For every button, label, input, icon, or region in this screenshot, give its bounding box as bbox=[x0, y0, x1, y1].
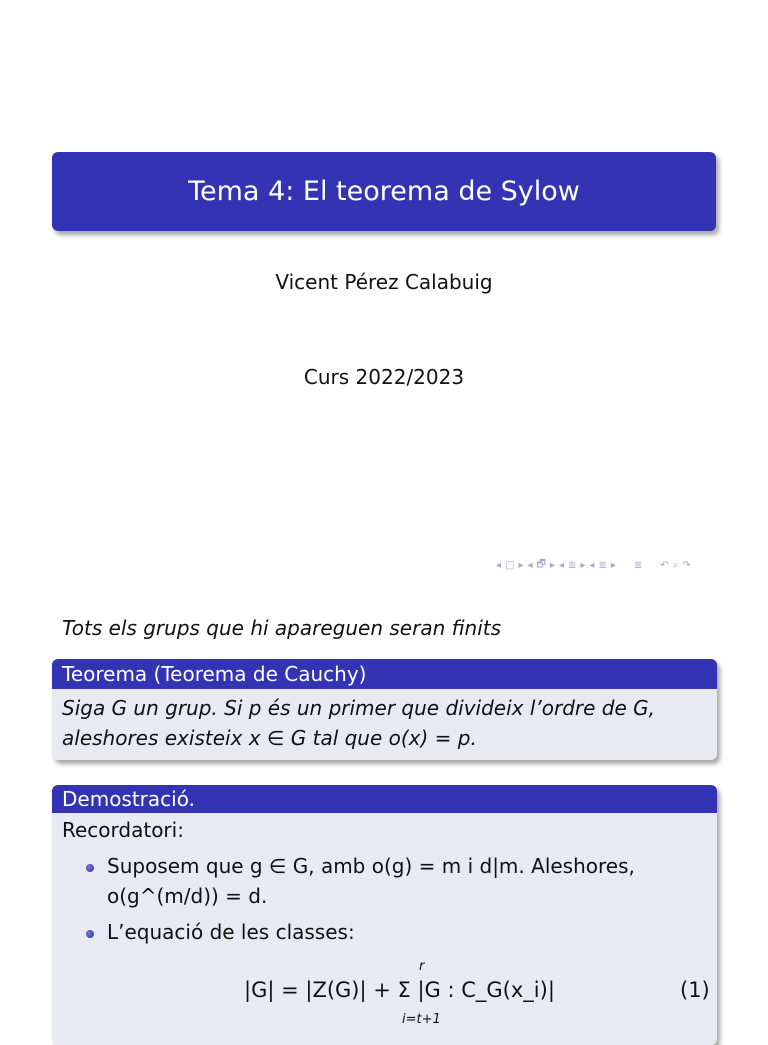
theorem-line-1: Siga G un grup. Si p és un primer que divideix l’ordre de G, bbox=[62, 696, 656, 720]
course-date: Curs 2022/2023 bbox=[303, 365, 465, 389]
equation-text: |G| = |Z(G)| + Σ |G : C_G(x_i)| bbox=[244, 978, 555, 1002]
section-left-icon[interactable]: ◂ bbox=[527, 560, 533, 571]
proof-body bbox=[52, 813, 717, 1045]
list-item bbox=[86, 851, 707, 911]
sum-upper-limit: r bbox=[419, 959, 425, 974]
subsubsection-icon[interactable]: ≣ bbox=[598, 560, 607, 571]
theorem-line-2: aleshores existeix x ∈ G tal que o(x) = p. bbox=[62, 726, 477, 750]
undo-icon[interactable]: ↶ bbox=[660, 560, 669, 571]
section-icon[interactable]: 🗗 bbox=[536, 559, 546, 570]
search-icon[interactable]: ⌕ bbox=[672, 560, 679, 571]
bullet-2-text: L’equació de les classes: bbox=[107, 920, 355, 944]
nav-left-icon[interactable]: ◂ bbox=[496, 560, 502, 571]
theorem-title: Teorema (Teorema de Cauchy) bbox=[52, 659, 717, 689]
bullet-1-line-2: o(g^(m/d)) = d. bbox=[107, 884, 268, 908]
theorem-body bbox=[52, 689, 717, 760]
presentation-title: Tema 4: El teorema de Sylow bbox=[52, 152, 716, 231]
subsubsection-right-icon[interactable]: ▸ bbox=[610, 560, 616, 571]
subsubsection-left-icon[interactable]: ◂ bbox=[589, 560, 595, 571]
frame-icon[interactable]: □ bbox=[505, 560, 515, 571]
equation-number: (1) bbox=[680, 978, 710, 1002]
beamer-navigation bbox=[496, 557, 691, 574]
nav-right-icon[interactable]: ▸ bbox=[518, 560, 524, 571]
subsection-icon[interactable]: ≣ bbox=[568, 560, 577, 571]
proof-block bbox=[52, 785, 717, 1045]
section-right-icon[interactable]: ▸ bbox=[549, 560, 555, 571]
redo-icon[interactable]: ↷ bbox=[682, 560, 691, 571]
theorem-block bbox=[52, 659, 717, 760]
proof-title: Demostració. bbox=[52, 785, 717, 813]
author-name: Vicent Pérez Calabuig bbox=[275, 270, 493, 294]
class-equation bbox=[62, 957, 710, 1027]
align-icon[interactable]: ≣ bbox=[633, 560, 643, 571]
proof-bullet-list bbox=[62, 851, 707, 947]
bullet-1-line-1: Suposem que g ∈ G, amb o(g) = m i d|m. Aleshores, bbox=[107, 854, 635, 878]
subsection-right-icon[interactable]: ▸ bbox=[580, 560, 586, 571]
content-slide bbox=[0, 580, 768, 1027]
list-item bbox=[86, 917, 707, 947]
subsection-left-icon[interactable]: ◂ bbox=[558, 560, 564, 571]
proof-intro: Recordatori: bbox=[62, 818, 184, 842]
sum-lower-limit: i=t+1 bbox=[402, 1012, 441, 1027]
intro-text: Tots els grups que hi apareguen seran finits bbox=[62, 616, 502, 640]
